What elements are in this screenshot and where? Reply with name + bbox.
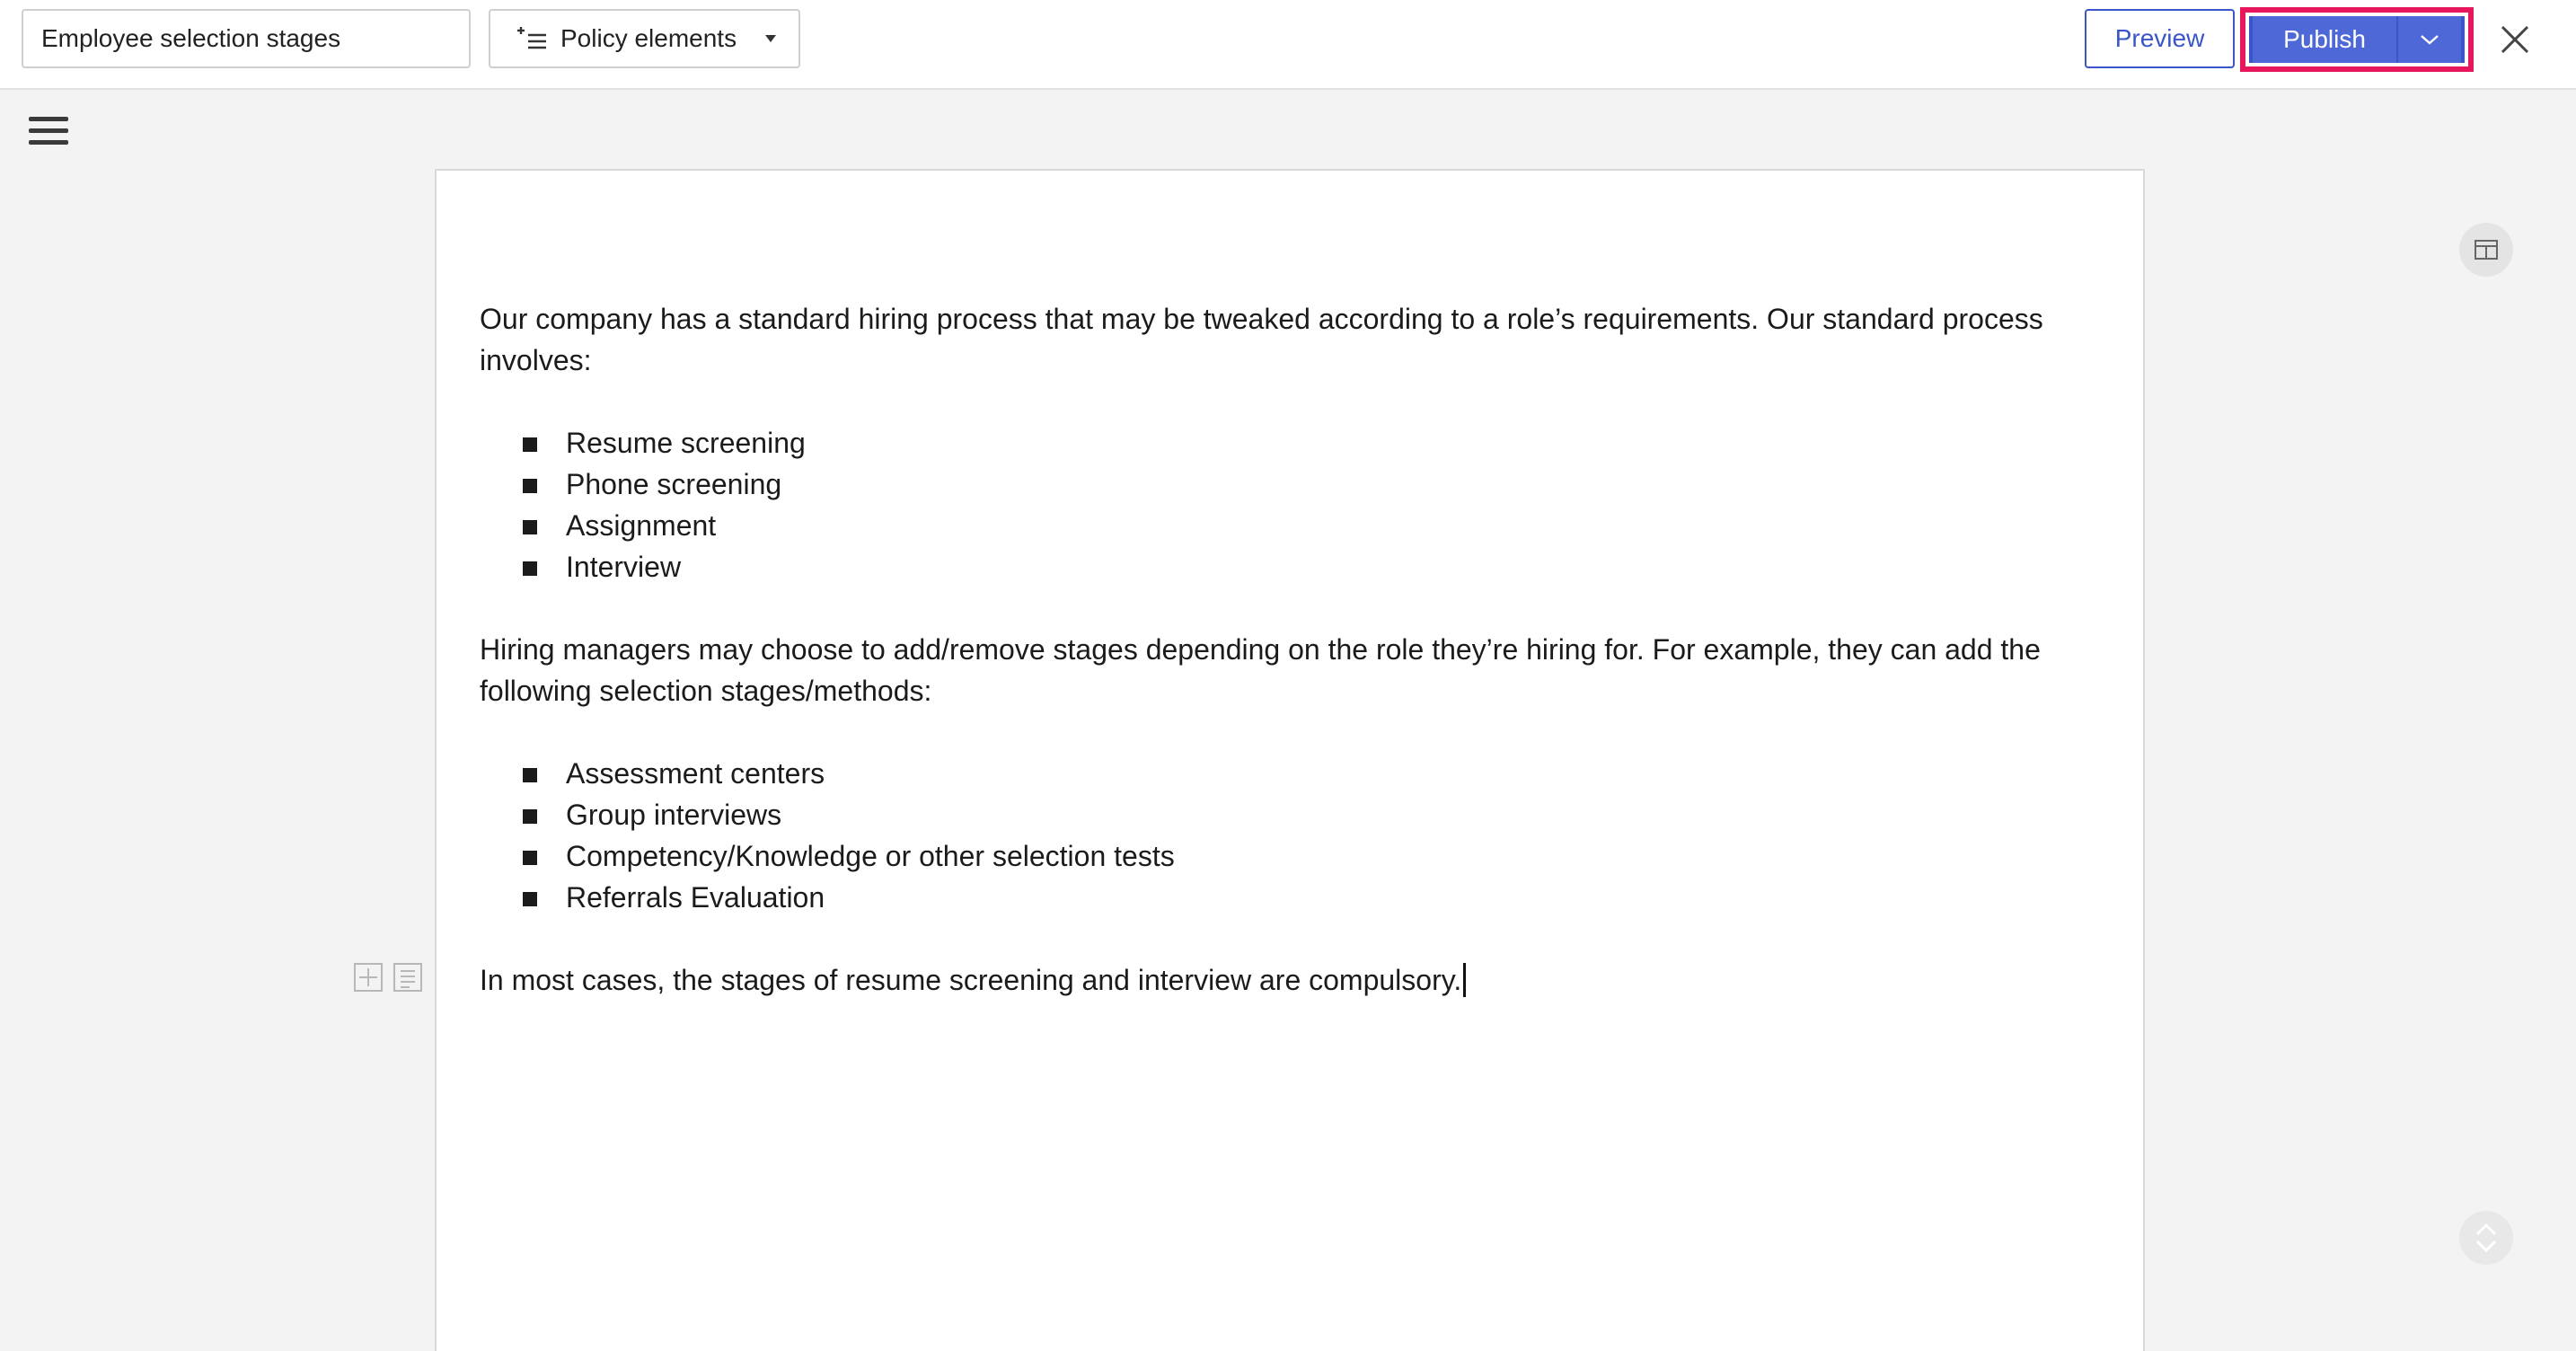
publish-highlight-frame: [2240, 7, 2474, 72]
list-item: Assessment centers: [523, 753, 2078, 794]
close-icon[interactable]: [2499, 23, 2531, 56]
document-editor-body[interactable]: [480, 298, 2078, 1001]
scroll-up-down-icon: [2474, 1220, 2499, 1256]
list-item: Phone screening: [523, 464, 2078, 505]
layout-panel-button[interactable]: [2459, 223, 2513, 277]
policy-elements-label: Policy elements: [560, 24, 737, 52]
list-item: Resume screening: [523, 422, 2078, 464]
list-item: Interview: [523, 546, 2078, 587]
publish-options-button[interactable]: [2396, 16, 2461, 63]
scroll-navigation-button[interactable]: [2459, 1211, 2513, 1265]
document-page[interactable]: [435, 169, 2145, 1351]
list-item: Referrals Evaluation: [523, 877, 2078, 918]
policy-elements-dropdown[interactable]: [489, 9, 800, 68]
hamburger-menu-icon[interactable]: [29, 115, 68, 147]
list-item: Group interviews: [523, 794, 2078, 835]
add-list-icon: [514, 26, 548, 51]
intro-paragraph: Our company has a standard hiring process that may be tweaked according to a role’s requirements. Our standard process involves:: [480, 303, 2043, 376]
closing-paragraph: [480, 959, 2078, 1001]
optional-stages-list: [480, 753, 2078, 918]
standard-stages-list: [480, 422, 2078, 587]
publish-split-button: [2249, 16, 2465, 63]
preview-button[interactable]: Preview: [2085, 9, 2235, 68]
caret-down-icon: [764, 34, 777, 43]
plus-box-icon[interactable]: [354, 963, 383, 992]
text-cursor: [1463, 963, 1466, 997]
publish-button[interactable]: Publish: [2253, 16, 2396, 63]
closing-text: In most cases, the stages of resume screening and interview are compulsory.: [480, 964, 1462, 996]
list-item: Assignment: [523, 505, 2078, 546]
paragraph-icon[interactable]: [393, 963, 422, 992]
top-toolbar: [0, 0, 2576, 90]
layout-panel-icon: [2475, 240, 2498, 260]
list-item: Competency/Knowledge or other selection tests: [523, 835, 2078, 877]
document-title-input[interactable]: [22, 9, 471, 68]
chevron-down-icon: [2420, 33, 2439, 46]
middle-paragraph: Hiring managers may choose to add/remove stages depending on the role they’re hiring for. For example, they can add the following selection stages/methods:: [480, 633, 2041, 707]
